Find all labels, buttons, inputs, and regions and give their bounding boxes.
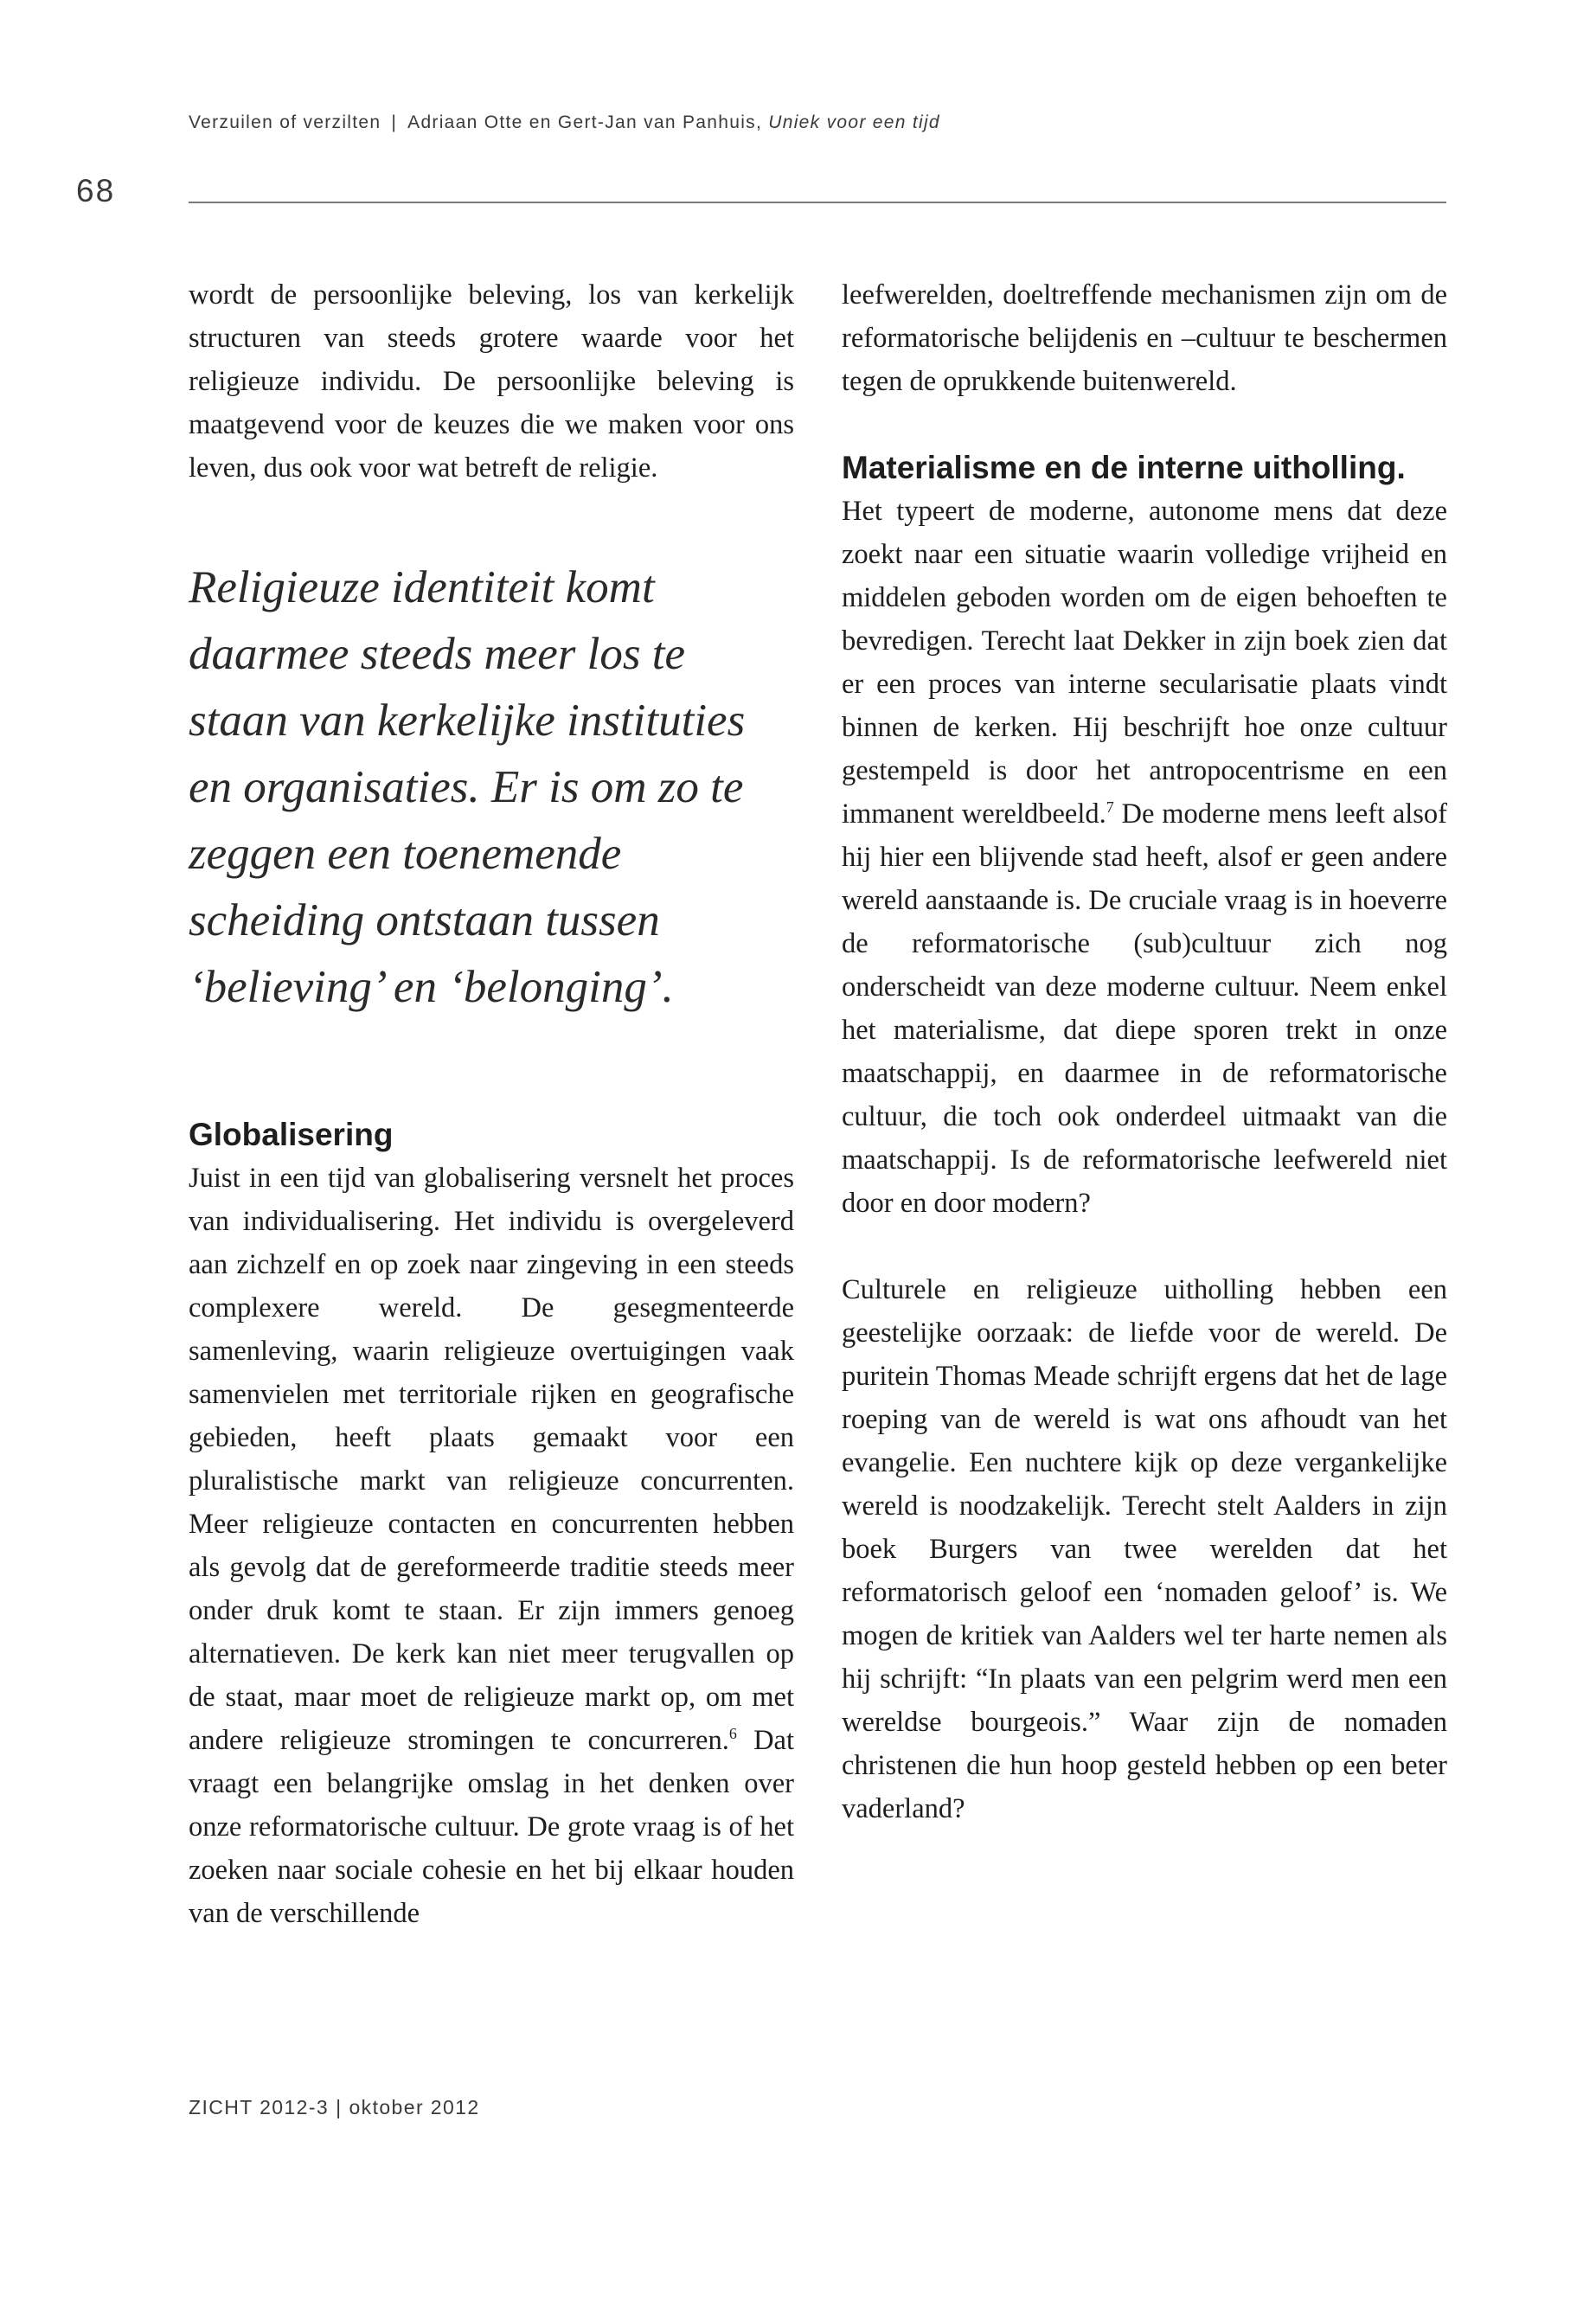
intro-paragraph: wordt de persoonlijke beleving, los van kerkelijk structuren van steeds grotere waarde voor het religieuze individu. De persoonlijke beleving is maatgevend voor de keuzes die we maken voor ons leven, dus ook voor wat betreft de religie.: [189, 279, 794, 484]
globalisering-paragraph: [189, 1157, 794, 1935]
footer-date: oktober 2012: [349, 2096, 480, 2118]
materialisme-paragraph: [842, 490, 1447, 1225]
section-heading-materialisme: Materialisme en de interne uitholling.: [842, 450, 1406, 485]
running-head-separator: |: [391, 112, 398, 132]
materialisme-text-a: Het typeert de moderne, autonome mens dat deze zoekt naar een situatie waarin volledige vrijheid en middelen geboden worden om de eigen behoeften te bevredigen. Terecht laat Dekker in zijn boek zien dat er een proces van interne secularisatie plaats vindt binnen de kerken. Hij beschrijft hoe onze cultuur gestempeld is door het antropocentrisme en een immanent wereldbeeld.: [842, 496, 1447, 830]
running-head-authors: Adriaan Otte en Gert-Jan van Panhuis,: [407, 112, 763, 132]
page-footer: [189, 2096, 480, 2119]
header-rule: [189, 202, 1446, 203]
continuation-paragraph: leefwerelden, doeltreffende mechanismen zijn om de reformatorische belijdenis en –cultuur te beschermen tegen de oprukkende buitenwereld.: [842, 279, 1447, 397]
left-column: [189, 273, 794, 1935]
section-heading-globalisering: Globalisering: [189, 1117, 394, 1152]
pullquote: Religieuze identiteit komt daarmee steeds meer los te staan van kerkelijke instituties en organisaties. Er is om zo te zeggen een toenemende scheiding ontstaan tussen ‘believing’ en ‘belonging’.: [189, 562, 746, 1012]
footnote-ref-6: 6: [728, 1725, 737, 1743]
page-number: 68: [76, 173, 116, 208]
footer-journal: ZICHT 2012-3: [189, 2096, 330, 2118]
materialisme-text-b: De moderne mens leeft alsof hij hier een blijvende stad heeft, alsof er geen andere wereld aanstaande is. De cruciale vraag is in hoeverre de reformatorische (sub)cultuur zich nog onderscheidt van deze moderne cultuur. Neem enkel het materialisme, dat diepe sporen trekt in onze maatschappij, en daarmee in de reformatorische cultuur, die toch ook onderdeel uitmaakt van die maatschappij. Is de reformatorische leefwereld niet door en door modern?: [842, 798, 1448, 1219]
footnote-ref-7: 7: [1106, 798, 1114, 817]
footer-separator: |: [336, 2096, 343, 2118]
running-head-series: Verzuilen of verzilten: [189, 112, 381, 132]
running-head: [189, 112, 940, 133]
globalisering-text-a: Juist in een tijd van globalisering versnelt het proces van individualisering. Het individu is overgeleverd aan zichzelf en op zoek naar zingeving in een steeds complexere wereld. De gesegmenteerde samenleving, waarin religieuze overtuigingen vaak samenvielen met territoriale rijken en geografische gebieden, heeft plaats gemaakt voor een pluralistische markt van religieuze concurrenten. Meer religieuze contacten en concurrenten hebben als gevolg dat de gereformeerde traditie steeds meer onder druk komt te staan. Er zijn immers genoeg alternatieven. De kerk kan niet meer terugvallen op de staat, maar moet de religieuze markt op, om met andere religieuze stromingen te concurreren.: [189, 1163, 794, 1756]
running-head-article-title: Uniek voor een tijd: [768, 112, 940, 132]
right-column: [842, 273, 1447, 1830]
closing-paragraph: Culturele en religieuze uitholling hebben een geestelijke oorzaak: de liefde voor de wereld. De puritein Thomas Meade schrijft ergens dat het de lage roeping van de wereld is wat ons afhoudt van het evangelie. Een nuchtere kijk op deze vergankelijke wereld is noodzakelijk. Terecht stelt Aalders in zijn boek Burgers van twee werelden dat het reformatorisch geloof een ‘nomaden geloof’ is. We mogen de kritiek van Aalders wel ter harte nemen als hij schrijft: “In plaats van een pelgrim werd men een wereldse bourgeois.” Waar zijn de nomaden christenen die hun hoop gesteld hebben op een beter vaderland?: [842, 1274, 1447, 1824]
globalisering-text-b: Dat vraagt een belangrijke omslag in het denken over onze reformatorische cultuur. De grote vraag is of het zoeken naar sociale cohesie en het bij elkaar houden van de verschillende: [189, 1725, 794, 1929]
